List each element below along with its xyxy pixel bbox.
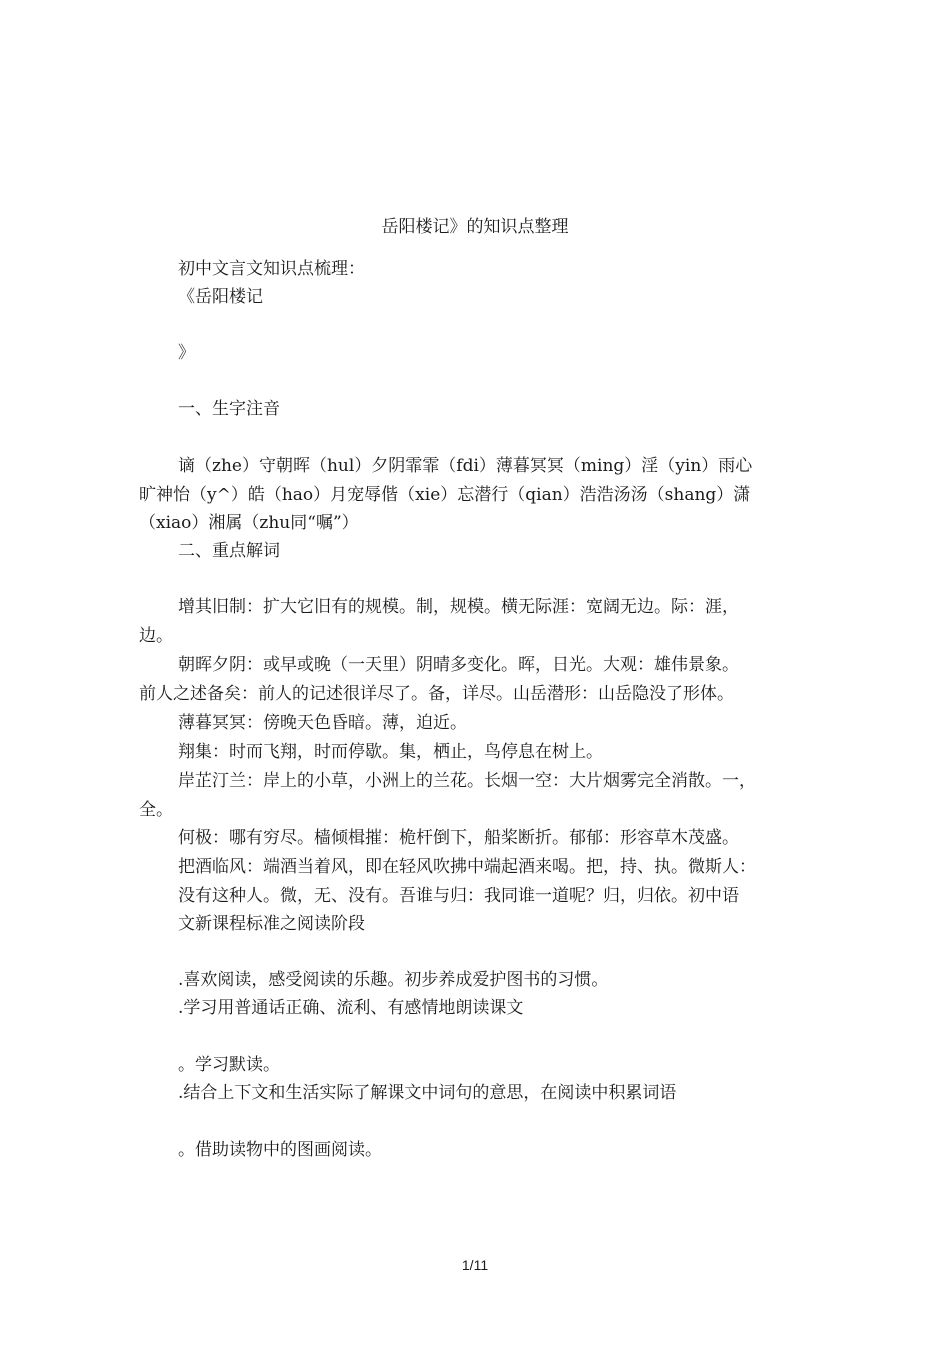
- list-item: .学习用普通话正确、流利、有感情地朗读课文: [178, 998, 524, 1018]
- text-line: 文新课程标准之阅读阶段: [178, 914, 365, 934]
- text-line: 边。: [139, 626, 173, 646]
- section-heading: 二、重点解词: [178, 541, 280, 561]
- text-line: 何极：哪有穷尽。樯倾楫摧：桅杆倒下，船桨断折。郁郁：形容草木茂盛。: [178, 828, 739, 848]
- text-line: 没有这种人。微，无、没有。吾谁与归：我同谁一道呢？归，归依。初中语: [178, 886, 739, 906]
- document-title: 岳阳楼记》的知识点整理: [381, 217, 569, 237]
- text-line: 朝晖夕阴：或早或晚（一天里）阴晴多变化。晖，日光。大观：雄伟景象。: [178, 655, 739, 675]
- text-line: 增其旧制：扩大它旧有的规模。制，规模。横无际涯：宽阔无边。际：涯，: [178, 597, 739, 617]
- text-line: 谪（zhe）守朝晖（hul）夕阴霏霏（fdi）薄暮冥冥（ming）淫（yin）雨心: [178, 456, 753, 476]
- text-line: 翔集：时而飞翔，时而停歇。集，栖止，鸟停息在树上。: [178, 742, 603, 762]
- text-line: 岸芷汀兰：岸上的小草，小洲上的兰花。长烟一空：大片烟雾完全消散。一，: [178, 771, 756, 791]
- text-line: 初中文言文知识点梳理：: [178, 259, 365, 279]
- list-item: .喜欢阅读，感受阅读的乐趣。初步养成爱护图书的习惯。: [178, 970, 609, 990]
- text-line: 薄暮冥冥：傍晚天色昏暗。薄，迫近。: [178, 713, 467, 733]
- text-line: （xiao）湘属（zhu同“嘱”）: [139, 513, 359, 533]
- text-line: 》: [178, 343, 195, 363]
- section-heading: 一、生字注音: [178, 399, 280, 419]
- list-item: .结合上下文和生活实际了解课文中词句的意思，在阅读中积累词语: [178, 1083, 677, 1103]
- text-line: 前人之述备矣：前人的记述很详尽了。备，详尽。山岳潜形：山岳隐没了形体。: [139, 684, 734, 704]
- text-line: 《岳阳楼记: [178, 287, 263, 307]
- text-line: 把酒临风：端酒当着风，即在轻风吹拂中端起酒来喝。把，持、执。微斯人：: [178, 857, 756, 877]
- text-line: 。借助读物中的图画阅读。: [178, 1140, 382, 1160]
- text-line: 。学习默读。: [178, 1055, 280, 1075]
- page-number: 1/11: [461, 1257, 489, 1273]
- text-line: 全。: [139, 800, 173, 820]
- text-line: 旷神怡（y^）皓（hao）月宠辱偕（xie）忘潜行（qian）浩浩汤汤（shang）潇: [139, 485, 751, 505]
